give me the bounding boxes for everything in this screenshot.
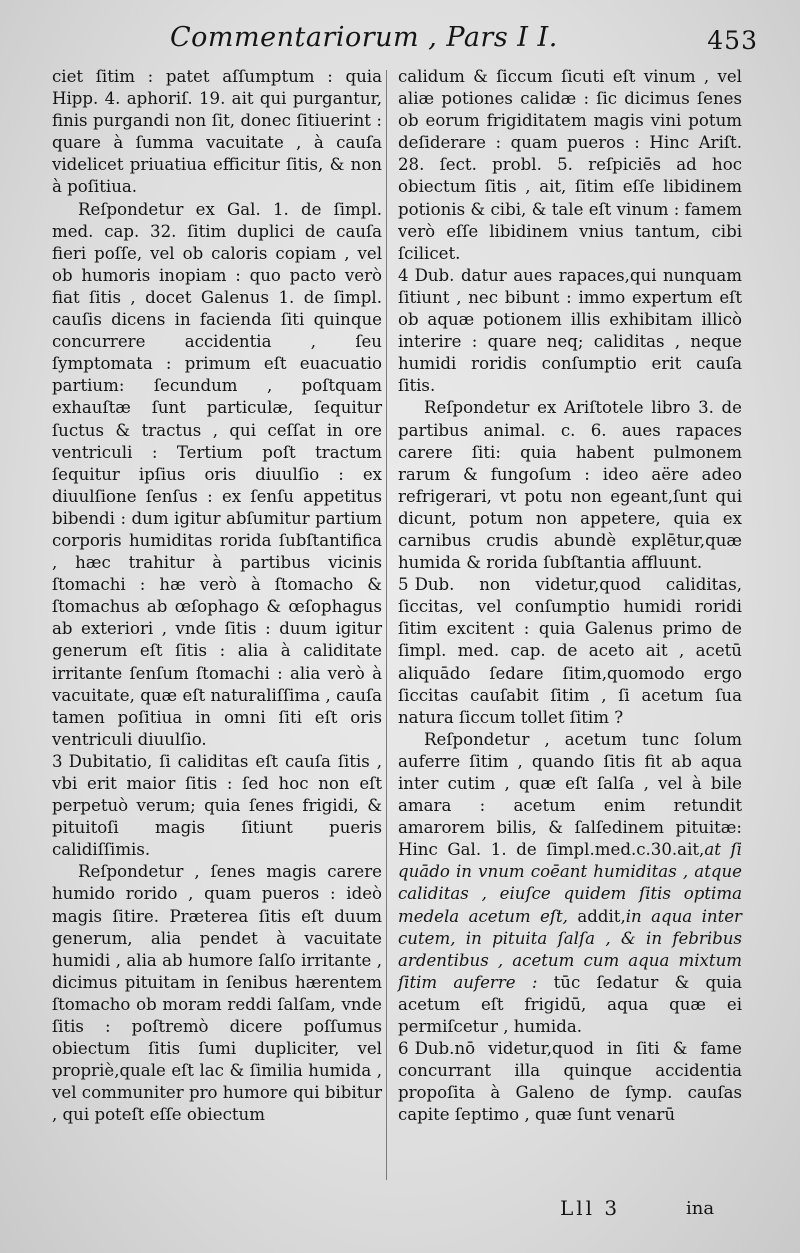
paragraph-text: Reſpondetur ex Ariſtotele libro 3. de partibus animal. c. 6. aues rapaces carere ſiti: quia habent pulmonem rarum & fungoſum : ideo aëre adeo refrigerari, vt potu non egeant,ſunt qui dicunt, potum non appetere, quia ex carnibus crudis abundè explētur,quæ humida & rorida ſubſtantia affluunt.: [398, 398, 742, 573]
page-header: [0, 18, 800, 62]
page-footer: [0, 1196, 800, 1226]
column-divider: [386, 70, 387, 1180]
paragraph: [398, 729, 742, 1038]
signature-mark: Lll 3: [560, 1196, 621, 1220]
dubitatio-number: 5: [398, 575, 409, 595]
paragraph-text: tūc ſedatur & quia acetum eſt frigidū, aqua quæ ei permiſcetur , humida.: [398, 972, 742, 1037]
paragraph: [52, 66, 382, 199]
page-number: 453: [707, 26, 758, 55]
paragraph-text: addit,: [567, 906, 626, 926]
paragraph: [52, 199, 382, 751]
paragraph-text: calidum & ſiccum ſicuti eſt vinum , vel aliæ potiones calidæ : ſic dicimus ſenes ob eorum frigiditatem magis vini potum deſiderare : quam pueros : Hinc Ariſt. 28. ſect. probl. 5. reſpiciēs ad hoc obiectum ſitis , ait, ſitim eſſe libidinem potionis & cibi, & tale eſt vinum : famem verò eſſe libidinem vnius tantum, cibi ſcilicet.: [398, 67, 742, 263]
paragraph: [398, 397, 742, 574]
paragraph: [52, 861, 382, 1126]
paragraph-text: ciet ſitim : patet aſſumptum : quia Hipp. 4. aphoriſ. 19. ait qui purgantur, finis purgandi non ſit, donec ſitiuerint : quare à ſumma vacuitate , à cauſa videlicet priuatiua efficitur ſitis, & non à poſitiua.: [52, 67, 382, 197]
paragraph: [52, 751, 382, 861]
paragraph: [398, 1038, 742, 1126]
paragraph-text: Reſpondetur , ſenes magis carere humido rorido , quam pueros : ideò magis ſitire. Præterea ſitis eſt duum generum, alia pendet à vacuitate humidi , alia ab humore ſalſo irritante , dicimus pituitam in ſenibus hærentem ſtomacho ob moram reddi ſalſam, vnde ſitis : poſtremò dicere poſſumus obiectum ſitis ſumi dupliciter, vel propriè,quale eſt lac & ſimilia humida , vel communiter pro humore qui bibitur , qui poteſt eſſe obiectum: [52, 862, 382, 1125]
italic-quote: in aqua inter cutem, in pituita ſalſa , & in febribus ardentibus , acetum cum aqua mixtum ſitim auferre :: [398, 906, 742, 992]
paragraph: [398, 66, 742, 265]
paragraph-text: Reſpondetur , acetum tunc ſolum auferre ſitim , quando ſitis fit ab aqua inter cutim , quæ eſt ſalſa , vel à bile amara : acetum enim retundit amarorem bilis, & ſalſedinem pituitæ: Hinc Gal. 1. de ſimpl.med.c.30.ait,: [398, 729, 742, 860]
paragraph: [398, 265, 742, 398]
paragraph: [398, 574, 742, 729]
paragraph-text: Dub.nō videtur,quod in ſiti & fame concurrant illa quinque accidentia propoſita à Galeno de ſymp. cauſas capite ſeptimo , quæ ſunt venarū: [398, 1039, 742, 1125]
dubitatio-number: 4: [398, 265, 409, 285]
dubitatio-number: 3: [52, 751, 63, 771]
left-column: [52, 66, 382, 1127]
running-head: Commentariorum , Pars I I.: [170, 22, 558, 53]
paragraph-text: Dubitatio, ſi caliditas eſt cauſa ſitis , vbi erit maior ſitis : ſed hoc non eſt perpetuò verum; quia ſenes frigidi, & pituitoſi magis ſitiunt pueris calidiſſimis.: [52, 751, 382, 860]
paragraph-text: Dub. non videtur,quod caliditas, ſiccitas, vel conſumptio humidi roridi ſitim excitent : quia Galenus primo de ſimpl. med. cap. de aceto ait , acetū aliquādo ſedare ſitim,quomodo ergo ſiccitas cauſabit ſitim , ſi acetum ſua natura ſiccum tollet ſitim ?: [398, 575, 742, 727]
paragraph-text: Dub. datur aues rapaces,qui nunquam ſitiunt , nec bibunt : immo expertum eſt ob aquæ potionem illis exhibitam illicò interire : quare neq; caliditas , neque humidi roridis conſumptio erit cauſa ſitis.: [398, 265, 742, 396]
right-column: [398, 66, 742, 1127]
italic-quote: at ſi quādo in vnum coēant humiditas , atque caliditas , eiuſce quidem ſitis optima medela acetum eſt,: [398, 840, 742, 926]
paragraph-text: Reſpondetur ex Gal. 1. de ſimpl. med. cap. 32. ſitim duplici de cauſa fieri poſſe, vel ob caloris copiam , vel ob humoris inopiam : quo pacto verò fiat ſitis , docet Galenus 1. de ſimpl. cauſis dicens in facienda ſiti quinque concurrere accidentia , ſeu ſymptomata : primum eſt euacuatio partium: ſecundum , poſtquam exhauſtæ ſunt particulæ, ſequitur ſuctus & tractus , qui ceſſat in ore ventriculi : Tertium poſt tractum ſequitur ipſius oris diuulſio : ex diuulſione ſenſus : ex ſenſu appetitus bibendi : dum igitur abſumitur partium corporis humiditas rorida ſubſtantifica , hæc trahitur à partibus vicinis ſtomachi : hæ verò à ſtomacho & ſtomachus ab œſophago & œſophagus ab exteriori , vnde ſitis : duum igitur generum eſt ſitis : alia à caliditate irritante ſenſum ſtomachi : alia verò à vacuitate, quæ eſt naturaliſſima , cauſa tamen poſitiua in omni ſiti eſt oris ventriculi diuulſio.: [52, 199, 382, 749]
catchword: ina: [686, 1198, 715, 1219]
dubitatio-number: 6: [398, 1039, 409, 1059]
